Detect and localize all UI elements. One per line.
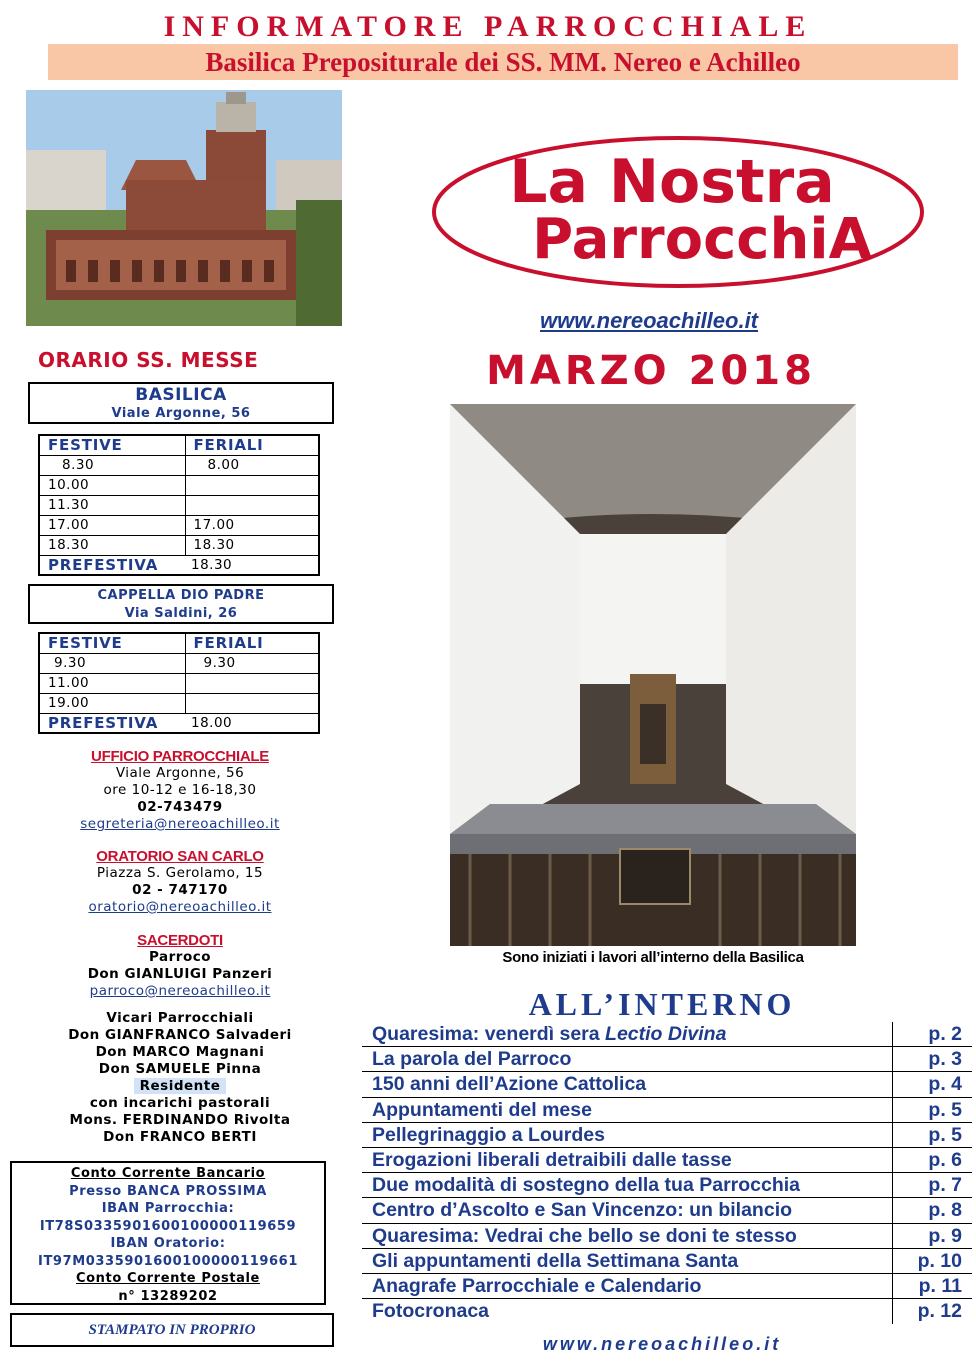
postal-account-number: n° 13289202 (118, 1288, 218, 1304)
residente-label: Residente (134, 1078, 227, 1094)
toc-item-page: p. 10 (917, 1249, 962, 1272)
toc-item[interactable] (362, 1299, 972, 1324)
toc-item-title: Appuntamenti del mese (372, 1098, 592, 1121)
festive-header: FESTIVE (39, 633, 185, 653)
table-row (39, 515, 319, 535)
cappella-address: Via Saldini, 26 (124, 606, 238, 621)
prefestiva-label: PREFESTIVA (39, 555, 185, 575)
table-row (39, 653, 319, 673)
festive-time: 8.30 (39, 455, 185, 475)
cappella-location-box (28, 584, 334, 624)
festive-time: 18.30 (39, 535, 185, 555)
toc-item[interactable] (362, 1249, 972, 1274)
parroco-label: Parroco (148, 949, 211, 965)
toc-item[interactable] (362, 1274, 972, 1299)
toc-item-title: Anagrafe Parrocchiale e Calendario (372, 1274, 702, 1297)
table-row (39, 693, 319, 713)
toc-item-title: Gli appuntamenti della Settimana Santa (372, 1249, 739, 1272)
website-link-top[interactable]: www.nereoachilleo.it (540, 308, 759, 333)
festive-time: 17.00 (39, 515, 185, 535)
issue-month: MARZO 2018 (486, 348, 816, 394)
toc-item[interactable] (362, 1173, 972, 1198)
priests-block (10, 932, 350, 1000)
toc-item[interactable] (362, 1198, 972, 1223)
prefestiva-time: 18.30 (185, 555, 319, 575)
toc-item-page: p. 2 (928, 1023, 962, 1045)
bank-name: Presso BANCA PROSSIMA (69, 1183, 267, 1199)
toc-item[interactable] (362, 1098, 972, 1123)
toc-item-page: p. 12 (917, 1300, 962, 1323)
toc-item-title: Quaresima: Vedrai che bello se doni te stesso (372, 1224, 797, 1247)
vicar-name: Don MARCO Magnani (95, 1044, 265, 1060)
priests-title: SACERDOTI (137, 932, 223, 949)
parish-office-block (10, 748, 350, 833)
table-of-contents (362, 1022, 972, 1324)
cappella-mass-table (38, 632, 320, 734)
feriali-header: FERIALI (185, 435, 319, 455)
parish-office-email[interactable]: segreteria@nereoachilleo.it (80, 816, 280, 832)
toc-item[interactable] (362, 1047, 972, 1072)
toc-item-page: p. 3 (928, 1048, 962, 1071)
prefestiva-label: PREFESTIVA (39, 713, 185, 733)
iban-parrocchia-label: IBAN Parrocchia: (101, 1201, 235, 1216)
vicar-name: Don SAMUELE Pinna (98, 1061, 262, 1077)
table-row (39, 475, 319, 495)
festive-time: 10.00 (39, 475, 185, 495)
basilica-interior-photo (450, 404, 856, 946)
toc-item-page: p. 7 (928, 1174, 962, 1197)
table-row (39, 455, 319, 475)
toc-item[interactable] (362, 1148, 972, 1173)
feriali-time (185, 673, 319, 693)
oratorio-block (10, 848, 350, 916)
festive-time: 9.30 (39, 653, 185, 673)
vicar-name: Don GIANFRANCO Salvaderi (68, 1027, 292, 1043)
printed-in-house-note: STAMPATO IN PROPRIO (10, 1313, 334, 1347)
toc-item-title: Due modalità di sostegno della tua Parrocchia (372, 1174, 801, 1197)
toc-item[interactable] (362, 1022, 972, 1047)
feriali-time: 18.30 (185, 535, 319, 555)
bank-account-title: Conto Corrente Bancario (70, 1166, 266, 1181)
festive-header: FESTIVE (39, 435, 185, 455)
toc-item-page: p. 9 (928, 1224, 962, 1247)
basilica-name: BASILICA (135, 385, 227, 405)
toc-item-title: Pellegrinaggio a Lourdes (372, 1123, 605, 1146)
prefestiva-row (39, 713, 319, 733)
logo-line-1: La Nostra (509, 147, 835, 217)
feriali-header: FERIALI (185, 633, 319, 653)
prefestiva-row (39, 555, 319, 575)
basilica-mass-table (38, 434, 320, 576)
toc-item-title: Centro d’Ascolto e San Vincenzo: un bilancio (372, 1199, 793, 1222)
basilica-subtitle: Basilica Prepositurale dei SS. MM. Nereo e Achilleo (48, 44, 958, 80)
parroco-email[interactable]: parroco@nereoachilleo.it (89, 983, 271, 999)
toc-item-title: Erogazioni liberali detraibili dalle tasse (372, 1148, 732, 1171)
postal-account-title: Conto Corrente Postale (76, 1271, 260, 1286)
mass-schedule-title: ORARIO SS. MESSE (38, 348, 259, 372)
basilica-exterior-photo (26, 90, 342, 326)
feriali-time: 8.00 (185, 455, 319, 475)
feriali-time (185, 495, 319, 515)
logo-line-2: ParrocchiA (532, 207, 872, 272)
oratorio-address: Piazza S. Gerolamo, 15 (96, 865, 264, 881)
toc-item-page: p. 5 (928, 1098, 962, 1121)
feriali-time: 9.30 (185, 653, 319, 673)
iban-parrocchia: IT78S0335901600100000119659 (39, 1218, 297, 1234)
contents-title: ALL’INTERNO (528, 986, 796, 1022)
table-row (39, 673, 319, 693)
iban-oratorio: IT97M0335901600100000119661 (38, 1253, 298, 1269)
basilica-location-box (28, 382, 334, 424)
prefestiva-time: 18.00 (185, 713, 319, 733)
festive-time: 19.00 (39, 693, 185, 713)
oratorio-email[interactable]: oratorio@nereoachilleo.it (88, 899, 272, 915)
iban-oratorio-label: IBAN Oratorio: (110, 1236, 226, 1251)
toc-item[interactable] (362, 1224, 972, 1249)
bank-details-box (10, 1161, 326, 1305)
toc-item-page: p. 6 (928, 1148, 962, 1171)
vicars-label: Vicari Parrocchiali (106, 1010, 254, 1026)
toc-item-page: p. 8 (928, 1199, 962, 1222)
basilica-address: Viale Argonne, 56 (111, 406, 251, 421)
parish-office-address: Viale Argonne, 56 (115, 765, 245, 781)
newsletter-title: INFORMATORE PARROCCHIALE (163, 10, 813, 43)
parish-office-hours: ore 10-12 e 16-18,30 (103, 782, 257, 798)
table-row (39, 495, 319, 515)
parish-office-phone: 02-743479 (137, 799, 223, 815)
toc-item[interactable] (362, 1123, 972, 1148)
incarichi-label: con incarichi pastorali (89, 1095, 271, 1111)
parroco-name: Don GIANLUIGI Panzeri (87, 966, 273, 982)
table-header-row (39, 633, 319, 653)
parish-office-title: UFFICIO PARROCCHIALE (91, 748, 269, 765)
toc-item-page: p. 4 (928, 1073, 962, 1096)
resident-name: Mons. FERDINANDO Rivolta (69, 1112, 291, 1128)
toc-item-title: La parola del Parroco (372, 1048, 572, 1071)
feriali-time (185, 693, 319, 713)
vicars-block (10, 1010, 350, 1146)
toc-item-title: Fotocronaca (372, 1300, 490, 1323)
toc-item[interactable] (362, 1072, 972, 1097)
photo-caption: Sono iniziati i lavori all’interno della Basilica (502, 949, 804, 966)
oratorio-title: ORATORIO SAN CARLO (96, 848, 264, 865)
la-nostra-parrocchia-logo (430, 132, 926, 290)
table-row (39, 535, 319, 555)
toc-item-title: Quaresima: venerdì sera Lectio Divina (372, 1023, 727, 1045)
toc-item-page: p. 11 (918, 1274, 962, 1297)
toc-item-title-emphasis: Lectio Divina (605, 1023, 727, 1045)
festive-time: 11.30 (39, 495, 185, 515)
resident-name: Don FRANCO BERTI (103, 1129, 257, 1145)
feriali-time: 17.00 (185, 515, 319, 535)
toc-item-page: p. 5 (928, 1123, 962, 1146)
cappella-name: CAPPELLA DIO PADRE (97, 588, 265, 603)
festive-time: 11.00 (39, 673, 185, 693)
table-header-row (39, 435, 319, 455)
toc-item-title: 150 anni dell’Azione Cattolica (372, 1073, 647, 1096)
website-link-bottom[interactable]: www.nereoachilleo.it (542, 1334, 782, 1354)
oratorio-phone: 02 - 747170 (132, 882, 228, 898)
feriali-time (185, 475, 319, 495)
